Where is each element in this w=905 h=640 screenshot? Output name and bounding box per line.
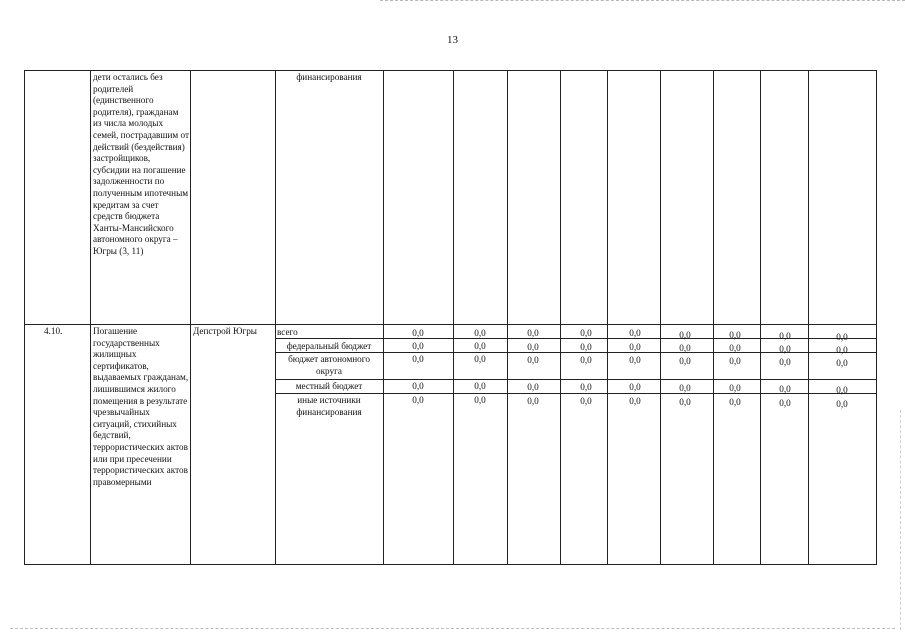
value-cell: 0,0 — [836, 345, 848, 355]
value-cell: 0,0 — [779, 357, 791, 367]
value-cell: 0,0 — [527, 342, 539, 352]
value-cell: 0,0 — [474, 328, 486, 338]
value-cell: 0,0 — [629, 342, 641, 352]
value-cell: 0,0 — [679, 383, 691, 393]
continued-row-source-label: финансирования — [296, 72, 362, 82]
value-cell: 0,0 — [527, 328, 539, 338]
value-cell: 0,0 — [729, 330, 741, 340]
value-cell: 0,0 — [527, 382, 539, 392]
value-cell: 0,0 — [580, 355, 592, 365]
value-cell: 0,0 — [412, 328, 424, 338]
value-cell: 0,0 — [474, 395, 486, 405]
grid-line-horizontal — [24, 70, 877, 71]
value-cell: 0,0 — [580, 328, 592, 338]
value-cell: 0,0 — [527, 396, 539, 406]
value-cell: 0,0 — [580, 396, 592, 406]
value-cell: 0,0 — [836, 399, 848, 409]
page-number: 13 — [447, 34, 458, 46]
source-label-local: местный бюджет — [295, 381, 363, 391]
scan-edge-top — [380, 0, 905, 2]
value-cell: 0,0 — [729, 383, 741, 393]
value-cell: 0,0 — [474, 381, 486, 391]
grid-line-horizontal — [24, 564, 877, 565]
source-label-federal: федеральный бюджет — [286, 341, 372, 351]
value-cell: 0,0 — [779, 398, 791, 408]
value-cell: 0,0 — [629, 328, 641, 338]
continued-row-description: дети остались без родителей (единственного родителя), гражданам из числа молодых семей, пострадавшим от действий (бездействия) застройщиков, субсидии на погашение задолженности по полученным ипотечным кредитам за счет средств бюджета Ханты-Мансийского автономного округа – Югры (3, 11) — [93, 72, 189, 256]
grid-line-horizontal — [24, 324, 877, 325]
grid-line-vertical — [383, 70, 384, 564]
grid-line-vertical — [90, 70, 91, 564]
grid-line-vertical — [808, 70, 809, 564]
value-cell: 0,0 — [836, 358, 848, 368]
value-cell: 0,0 — [729, 356, 741, 366]
value-cell: 0,0 — [629, 382, 641, 392]
grid-line-vertical — [507, 70, 508, 564]
value-cell: 0,0 — [527, 355, 539, 365]
value-cell: 0,0 — [629, 396, 641, 406]
value-cell: 0,0 — [679, 397, 691, 407]
value-cell: 0,0 — [679, 343, 691, 353]
value-cell: 0,0 — [580, 342, 592, 352]
value-cell: 0,0 — [779, 344, 791, 354]
value-cell: 0,0 — [412, 381, 424, 391]
value-cell: 0,0 — [474, 341, 486, 351]
scan-edge-bottom — [10, 628, 895, 630]
grid-line-vertical — [24, 70, 25, 564]
grid-line-vertical — [275, 70, 276, 564]
value-cell: 0,0 — [679, 356, 691, 366]
grid-line-vertical — [660, 70, 661, 564]
value-cell: 0,0 — [679, 330, 691, 340]
value-cell: 0,0 — [779, 331, 791, 341]
grid-line-vertical — [713, 70, 714, 564]
grid-line-vertical — [560, 70, 561, 564]
source-label-other: иные источники финансирования — [296, 395, 362, 417]
value-cell: 0,0 — [412, 341, 424, 351]
value-cell: 0,0 — [412, 395, 424, 405]
source-label-total: всего — [277, 327, 298, 337]
executor-name: Депстрой Югры — [193, 326, 257, 336]
row-number: 4.10. — [44, 326, 63, 336]
row-description: Погашение государственных жилищных сертификатов, выдаваемых гражданам, лишившимся жилого помещения в результате чрезвычайных ситуаций, стихийных бедствий, террористических актов или при пресечении террористических актов правомерными — [93, 326, 189, 487]
value-cell: 0,0 — [729, 397, 741, 407]
grid-line-horizontal — [275, 379, 877, 380]
value-cell: 0,0 — [474, 354, 486, 364]
source-label-okrug: бюджет автономного округа — [288, 354, 370, 376]
value-cell: 0,0 — [836, 332, 848, 342]
value-cell: 0,0 — [629, 355, 641, 365]
value-cell: 0,0 — [580, 382, 592, 392]
value-cell: 0,0 — [836, 385, 848, 395]
value-cell: 0,0 — [779, 384, 791, 394]
value-cell: 0,0 — [412, 354, 424, 364]
scan-edge-right — [900, 410, 902, 630]
grid-line-vertical — [190, 70, 191, 564]
value-cell: 0,0 — [729, 343, 741, 353]
grid-line-vertical — [760, 70, 761, 564]
grid-line-vertical — [876, 70, 877, 564]
grid-line-vertical — [607, 70, 608, 564]
grid-line-vertical — [453, 70, 454, 564]
